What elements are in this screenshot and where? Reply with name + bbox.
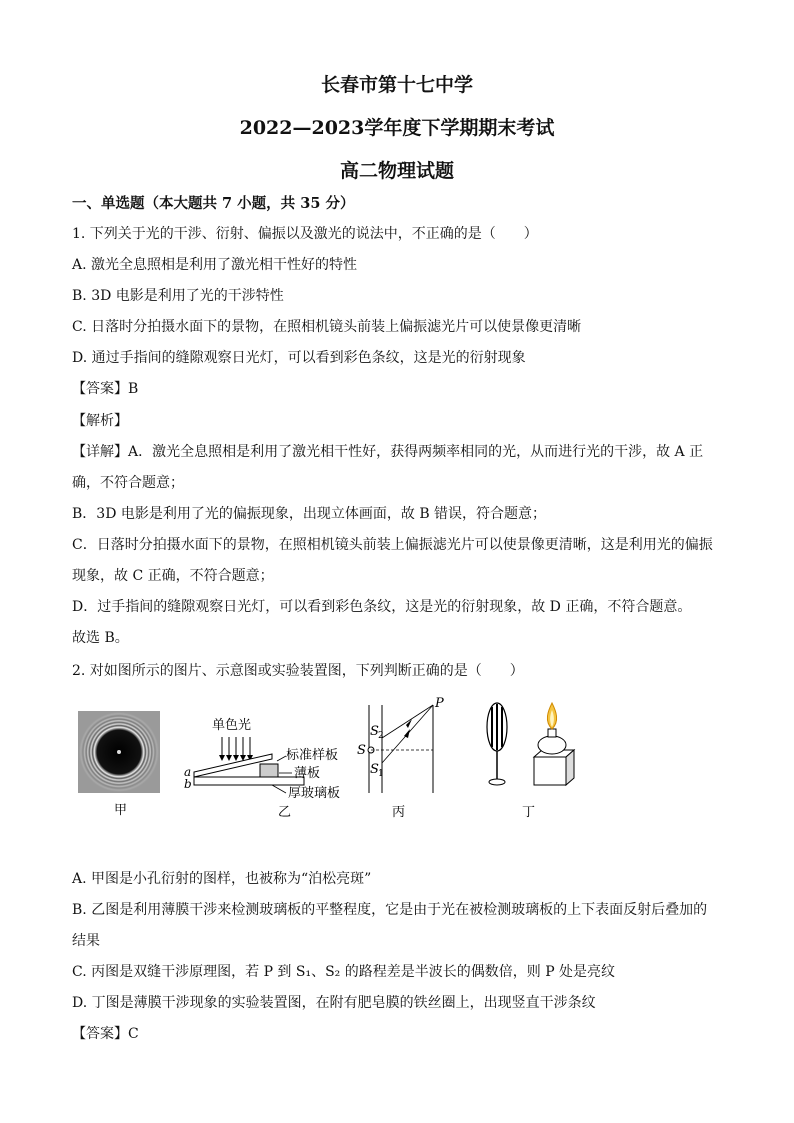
question-1-option-b: B. 3D 电影是利用了光的干涉特性	[72, 288, 284, 304]
alcohol-lamp	[538, 736, 566, 754]
label-a: a	[184, 765, 192, 779]
caption-bing: 丙	[392, 805, 406, 820]
caption-jia: 甲	[114, 803, 128, 818]
school-name: 长春市第十七中学	[320, 74, 473, 96]
question-1-stem: 1. 下列关于光的干涉、衍射、偏振以及激光的说法中，不正确的是（ ）	[72, 226, 538, 242]
section-heading: 一、单选题（本大题共 7 小题，共 35 分）	[72, 195, 355, 212]
label-monochromatic-light: 单色光	[212, 718, 252, 733]
label-s2: S	[370, 724, 379, 739]
label-s2-sub: 2	[378, 731, 384, 741]
question-1-detail-line: 【详解】A．激光全息照相是利用了激光相干性好，获得两频率相同的光，从而进行光的干涉，故 A 正	[72, 444, 704, 460]
optics-figures	[72, 693, 592, 823]
label-thin-plate: 薄板	[294, 766, 321, 781]
question-1-option-a: A. 激光全息照相是利用了激光相干性好的特性	[72, 257, 358, 273]
label-b: b	[184, 777, 192, 791]
label-standard-plate: 标准样板	[286, 748, 339, 763]
ring-stand-base	[489, 779, 505, 785]
subject-title: 高二物理试题	[339, 160, 454, 182]
poisson-spot	[117, 750, 121, 754]
question-1-detail-line: B．3D 电影是利用了光的偏振现象，出现立体画面，故 B 错误，符合题意；	[72, 506, 547, 522]
question-1-detail-line: 确，不符合题意；	[72, 475, 184, 491]
question-1-answer: 【答案】B	[72, 381, 139, 397]
label-s1: S	[370, 762, 379, 777]
question-2-option-c: C. 丙图是双缝干涉原理图，若 P 到 S₁、S₂ 的路程差是半波长的偶数倍，则 P 处是亮纹	[72, 964, 616, 980]
figure-ding-soap-film	[487, 703, 574, 820]
question-2-stem: 2. 对如图所示的图片、示意图或实验装置图，下列判断正确的是（ ）	[72, 663, 524, 679]
label-s1-sub: 1	[378, 769, 384, 779]
caption-yi: 乙	[278, 805, 292, 820]
figure-yi-thin-film	[184, 717, 340, 820]
question-1-detail-line: 故选 B。	[72, 630, 129, 646]
question-2-option-a: A. 甲图是小孔衍射的图样，也被称为“泊松亮斑”	[72, 871, 372, 887]
question-2-option-b: B. 乙图是利用薄膜干涉来检测玻璃板的平整程度，它是由于光在被检测玻璃板的上下表面反射后叠加的	[72, 902, 708, 918]
question-2-option-d: D. 丁图是薄膜干涉现象的实验装置图，在附有肥皂膜的铁丝圈上，出现竖直干涉条纹	[72, 995, 596, 1011]
question-2-answer: 【答案】C	[72, 1026, 139, 1042]
question-1-option-c: C. 日落时分拍摄水面下的景物，在照相机镜头前装上偏振滤光片可以使景像更清晰	[72, 319, 582, 335]
question-2-option-b-continued: 结果	[72, 933, 100, 949]
question-1-detail-line: D．过手指间的缝隙观察日光灯，可以看到彩色条纹，这是光的衍射现象，故 D 正确，不符合题意。	[72, 599, 692, 615]
question-2-figure	[72, 693, 592, 823]
caption-ding: 丁	[522, 805, 536, 820]
thick-glass-plate	[194, 777, 304, 785]
label-s: S	[357, 743, 366, 758]
question-1-analysis: 【解析】	[72, 413, 128, 429]
question-1-detail-line: C．日落时分拍摄水面下的景物，在照相机镜头前装上偏振滤光片可以使景像更清晰，这是利用光的偏振	[72, 537, 713, 553]
lamp-block	[534, 757, 566, 785]
light-arrows	[222, 737, 250, 757]
thin-plate-spacer	[260, 764, 278, 777]
exam-title: 2022—2023学年度下学期期末考试	[239, 117, 555, 139]
question-1-detail-line: 现象，故 C 正确，不符合题意；	[72, 568, 274, 584]
figure-jia-diffraction	[78, 711, 160, 818]
label-p: P	[435, 696, 444, 711]
question-1-option-d: D. 通过手指间的缝隙观察日光灯，可以看到彩色条纹，这是光的衍射现象	[72, 350, 526, 366]
label-thick-glass: 厚玻璃板	[288, 786, 341, 801]
figure-bing-double-slit	[357, 696, 444, 820]
